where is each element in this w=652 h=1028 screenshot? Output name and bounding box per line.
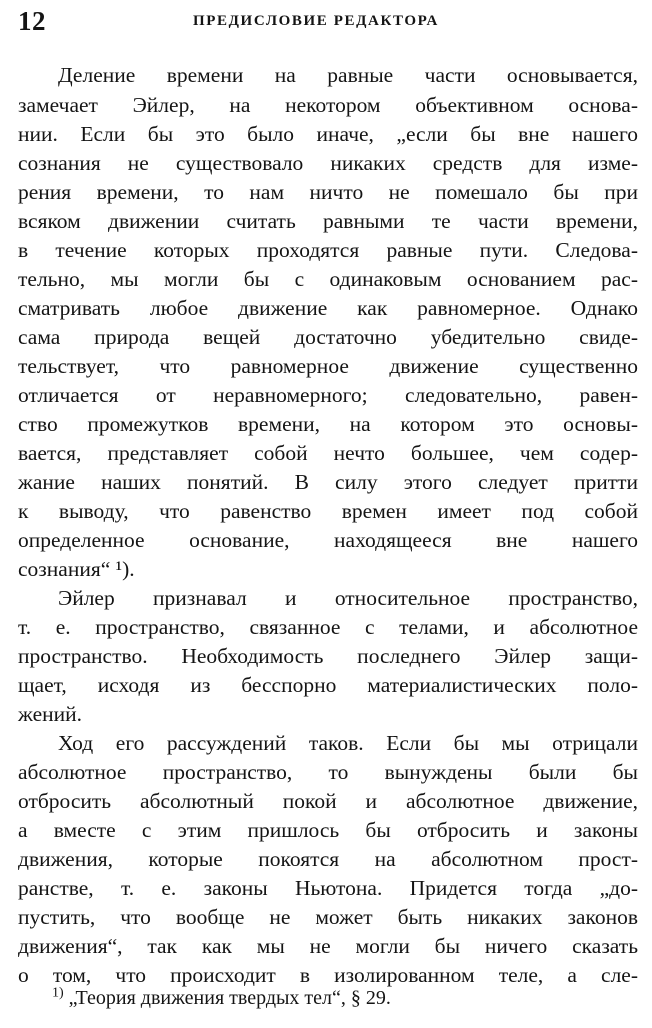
- text-line: движения“, так как мы не могли бы ничего сказать: [18, 934, 638, 958]
- text-line: а вместе с этим пришлось бы отбросить и законы: [18, 818, 638, 842]
- text-line: щает, исходя из бесспорно материалистических поло-: [18, 673, 638, 697]
- text-line: пустить, что вообще не может быть никаких законов: [18, 905, 638, 929]
- text-line: ранстве, т. е. законы Ньютона. Придется тогда „до-: [18, 876, 638, 900]
- text-line: Ход его рассуждений таков. Если бы мы отрицали: [58, 731, 638, 755]
- text-line: жание наших понятий. В силу этого следует притти: [18, 470, 638, 494]
- text-line: отличается от неравномерного; следовательно, равен-: [18, 383, 638, 407]
- text-line: рения времени, то нам ничто не помешало бы при: [18, 180, 638, 204]
- text-line: тельствует, что равномерное движение существенно: [18, 354, 638, 378]
- text-line: Деление времени на равные части основывается,: [58, 63, 638, 87]
- text-line: сознания“ ¹).: [18, 557, 135, 581]
- footnote: [52, 984, 391, 1012]
- text-line: жений.: [18, 702, 83, 726]
- text-line: к выводу, что равенство времен имеет под собой: [18, 499, 638, 523]
- text-line: замечает Эйлер, на некотором объективном основа-: [18, 93, 638, 117]
- text-line: ство промежутков времени, на котором это основы-: [18, 412, 638, 436]
- footnote-text: „Теория движения твердых тел“, § 29.: [63, 987, 391, 1009]
- text-line: абсолютное пространство, то вынуждены были бы: [18, 760, 638, 784]
- text-line: сама природа вещей достаточно убедительно свиде-: [18, 325, 638, 349]
- text-line: сознания не существовало никаких средств для изме-: [18, 151, 638, 175]
- text-line: Эйлер признавал и относительное пространство,: [58, 586, 638, 610]
- text-line: в течение которых проходятся равные пути. Следова-: [18, 238, 638, 262]
- page-number: 12: [18, 6, 46, 36]
- page-header: [18, 6, 638, 36]
- text-line: тельно, мы могли бы с одинаковым основанием рас-: [18, 267, 638, 291]
- text-line: о том, что происходит в изолированном теле, а сле-: [18, 963, 638, 987]
- text-line: вается, представляет собой нечто большее, чем содер-: [18, 441, 638, 465]
- footnote-mark: 1): [52, 985, 64, 1001]
- text-line: определенное основание, находящееся вне нашего: [18, 528, 638, 552]
- text-line: движения, которые покоятся на абсолютном прост-: [18, 847, 638, 871]
- text-line: сматривать любое движение как равномерное. Однако: [18, 296, 638, 320]
- text-line: т. е. пространство, связанное с телами, и абсолютное: [18, 615, 638, 639]
- text-line: всяком движении считать равными те части времени,: [18, 209, 638, 233]
- text-line: пространство. Необходимость последнего Эйлер защи-: [18, 644, 638, 668]
- text-line: нии. Если бы это было иначе, „если бы вне нашего: [18, 122, 638, 146]
- text-line: отбросить абсолютный покой и абсолютное движение,: [18, 789, 638, 813]
- running-title: ПРЕДИСЛОВИЕ РЕДАКТОРА: [193, 13, 439, 29]
